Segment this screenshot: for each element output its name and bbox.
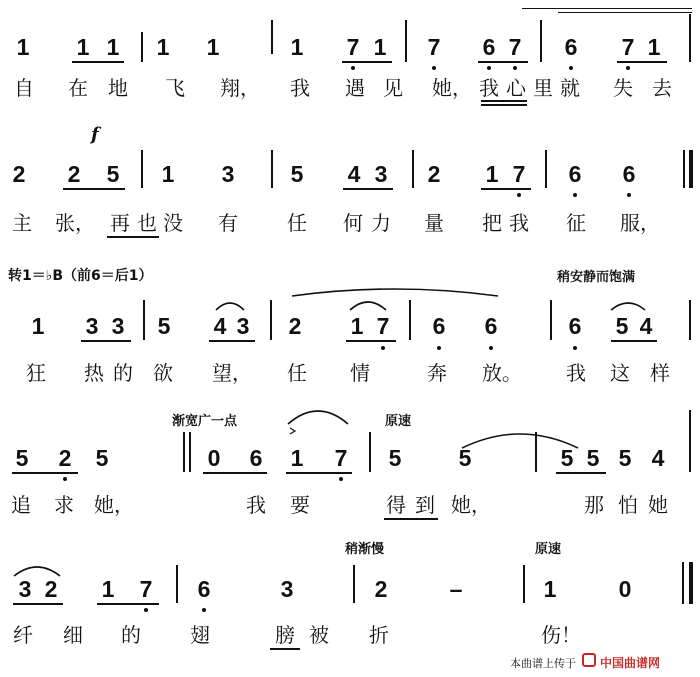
lyric: 心: [506, 76, 526, 100]
low-octave-dot: [63, 477, 67, 481]
lyric: 欲: [153, 361, 173, 385]
note: 1: [290, 34, 304, 60]
lyric: 翔，: [220, 76, 260, 100]
low-octave-dot: [202, 608, 206, 612]
low-octave-dot: [144, 608, 148, 612]
beam: [346, 340, 396, 342]
beam: [556, 472, 606, 474]
barline: [143, 300, 145, 340]
note: 5: [290, 161, 304, 187]
lyric: 膀: [275, 623, 295, 647]
lyric: 要: [290, 493, 310, 517]
note: 1: [31, 313, 45, 339]
note: 3: [236, 313, 250, 339]
lyric: 主: [12, 211, 32, 235]
lyric: 在: [68, 76, 88, 100]
note: 1: [16, 34, 30, 60]
note: 3: [18, 576, 32, 602]
low-octave-dot: [569, 66, 573, 70]
lyric: 力: [371, 211, 391, 235]
note: 7: [376, 313, 390, 339]
low-octave-dot: [517, 193, 521, 197]
note: 5: [106, 161, 120, 187]
lyric: 自: [14, 76, 34, 100]
barline: [183, 432, 185, 472]
note: 5: [458, 445, 472, 471]
lyric: 她，: [451, 493, 491, 517]
barline: [353, 565, 355, 603]
note: 6: [197, 576, 211, 602]
barline: [523, 565, 525, 603]
beam: [72, 61, 124, 63]
lyric: 细: [63, 623, 83, 647]
top-rule: [522, 8, 692, 9]
beam: [481, 188, 531, 190]
lyric: 那: [584, 493, 604, 517]
lyric: 狂: [26, 361, 46, 385]
note: 5: [15, 445, 29, 471]
lyric: 我: [479, 76, 499, 100]
note: 7: [334, 445, 348, 471]
barline: [412, 150, 414, 188]
dynamic-forte: f: [91, 124, 99, 145]
lyric-underline: [481, 104, 527, 106]
note: 6: [249, 445, 263, 471]
note: 2: [374, 576, 388, 602]
note: 7: [621, 34, 635, 60]
lyric: 去: [652, 76, 672, 100]
lyric: 纤: [13, 623, 33, 647]
note: 1: [647, 34, 661, 60]
lyric: 样: [650, 361, 670, 385]
note: 0: [618, 576, 632, 602]
note: 1: [350, 313, 364, 339]
note: 5: [618, 445, 632, 471]
barline: [689, 14, 691, 62]
barline: [409, 300, 411, 340]
lyric: 翅: [190, 623, 210, 647]
note: 3: [280, 576, 294, 602]
lyric: 望，: [212, 361, 252, 385]
low-octave-dot: [573, 346, 577, 350]
barline: [176, 565, 178, 603]
lyric: 见: [383, 76, 403, 100]
low-octave-dot: [626, 66, 630, 70]
note: 7: [508, 34, 522, 60]
lyric: 也: [137, 211, 157, 235]
expression-annotation: 渐宽广一点: [172, 414, 238, 429]
key-change-annotation: 转1＝♭B（前6＝后1）: [8, 268, 153, 284]
lyric: 我: [290, 76, 310, 100]
beam: [478, 61, 528, 63]
beam: [342, 61, 392, 63]
note: 7: [512, 161, 526, 187]
low-octave-dot: [339, 477, 343, 481]
note: 1: [101, 576, 115, 602]
lyric: 任: [287, 361, 307, 385]
lyric: 任: [287, 211, 307, 235]
lyric: 地: [108, 76, 128, 100]
note: 3: [85, 313, 99, 339]
note: 7: [346, 34, 360, 60]
note: 6: [568, 313, 582, 339]
beam: [203, 472, 267, 474]
top-rule: [558, 12, 692, 13]
note: 2: [67, 161, 81, 187]
site-logo-icon: [582, 653, 596, 667]
note: 0: [207, 445, 221, 471]
note: –: [449, 576, 463, 602]
low-octave-dot: [437, 346, 441, 350]
lyric-underline: [107, 236, 159, 238]
lyric: 里: [533, 76, 553, 100]
barline: [540, 20, 542, 62]
note: 6: [622, 161, 636, 187]
note: 2: [427, 161, 441, 187]
lyric: 的: [121, 623, 141, 647]
note: 6: [432, 313, 446, 339]
barline: [270, 300, 272, 340]
lyric: 追: [11, 493, 31, 517]
lyric: 有: [218, 211, 238, 235]
beam: [286, 472, 352, 474]
lyric: 这: [610, 361, 630, 385]
beam: [81, 340, 131, 342]
note: 5: [157, 313, 171, 339]
note: 5: [615, 313, 629, 339]
beam: [13, 603, 63, 605]
barline: [369, 432, 371, 472]
tempo-annotation: 稍渐慢: [345, 542, 385, 557]
note: 4: [347, 161, 361, 187]
low-octave-dot: [381, 346, 385, 350]
barline: [141, 32, 143, 62]
beam: [209, 340, 255, 342]
note: 5: [560, 445, 574, 471]
lyric: 她，: [94, 493, 134, 517]
barline: [682, 562, 684, 604]
note: 6: [484, 313, 498, 339]
note: 7: [427, 34, 441, 60]
barline: [189, 432, 191, 472]
low-octave-dot: [432, 66, 436, 70]
lyric: 得: [386, 493, 406, 517]
lyric: 征: [566, 211, 586, 235]
beam: [12, 472, 78, 474]
beam: [343, 188, 393, 190]
lyric: 我: [246, 493, 266, 517]
lyric: 飞: [165, 76, 185, 100]
note: 4: [639, 313, 653, 339]
barline: [689, 410, 691, 472]
beam: [97, 603, 159, 605]
note: 2: [12, 161, 26, 187]
note: 1: [76, 34, 90, 60]
lyric: 被: [309, 623, 329, 647]
note: 1: [206, 34, 220, 60]
lyric: 热: [84, 361, 104, 385]
low-octave-dot: [573, 193, 577, 197]
lyric: 情: [350, 361, 370, 385]
note: 2: [288, 313, 302, 339]
tempo-annotation: 原速: [535, 542, 562, 557]
note: 4: [651, 445, 665, 471]
lyric: 失: [613, 76, 633, 100]
note: 1: [543, 576, 557, 602]
barline-thick: [689, 150, 693, 188]
barline: [271, 20, 273, 54]
lyric: 张，: [55, 211, 95, 235]
lyric: 她，: [432, 76, 472, 100]
note: 1: [156, 34, 170, 60]
upload-note: 本曲谱上传于: [510, 657, 576, 670]
lyric: 放。: [482, 361, 522, 385]
note: 1: [161, 161, 175, 187]
barline: [683, 150, 685, 188]
note: 3: [221, 161, 235, 187]
note: 1: [106, 34, 120, 60]
lyric: 再: [110, 211, 130, 235]
barline: [545, 150, 547, 188]
lyric: 就: [560, 76, 580, 100]
note: 1: [290, 445, 304, 471]
barline: [271, 150, 273, 188]
lyric: 奔: [427, 361, 447, 385]
low-octave-dot: [351, 66, 355, 70]
note: 5: [586, 445, 600, 471]
lyric: 服，: [620, 211, 660, 235]
barline: [689, 300, 691, 340]
lyric: 量: [424, 211, 444, 235]
note: 6: [564, 34, 578, 60]
note: 6: [568, 161, 582, 187]
expression-annotation: 稍安静而饱满: [557, 270, 636, 285]
barline: [141, 150, 143, 188]
beam: [63, 188, 125, 190]
low-octave-dot: [487, 66, 491, 70]
note: 3: [374, 161, 388, 187]
note: 5: [95, 445, 109, 471]
lyric: 把: [482, 211, 502, 235]
lyric-underline: [384, 518, 438, 520]
barline: [550, 300, 552, 340]
lyric: 遇: [345, 76, 365, 100]
lyric: 我: [566, 361, 586, 385]
lyric: 到: [415, 493, 435, 517]
lyric: 怕: [618, 493, 638, 517]
lyric: 我: [509, 211, 529, 235]
low-octave-dot: [513, 66, 517, 70]
lyric: 折: [369, 623, 389, 647]
note: 2: [58, 445, 72, 471]
note: 2: [44, 576, 58, 602]
barline: [535, 432, 537, 472]
lyric: 她: [648, 493, 668, 517]
lyric: 求: [54, 493, 74, 517]
tempo-annotation: 原速: [385, 414, 412, 429]
beam: [617, 61, 667, 63]
low-octave-dot: [627, 193, 631, 197]
low-octave-dot: [489, 346, 493, 350]
site-logo-text[interactable]: 中国曲谱网: [600, 656, 661, 670]
lyric-underline: [481, 100, 527, 102]
note: 3: [111, 313, 125, 339]
note: 7: [139, 576, 153, 602]
note: 4: [213, 313, 227, 339]
lyric: 没: [163, 211, 183, 235]
barline-thick: [689, 562, 693, 604]
beam: [611, 340, 657, 342]
lyric-underline: [270, 648, 300, 650]
lyric: 伤！: [541, 623, 581, 647]
lyric: 的: [113, 361, 133, 385]
note: 1: [485, 161, 499, 187]
barline: [405, 20, 407, 62]
lyric: 何: [343, 211, 363, 235]
note: 5: [388, 445, 402, 471]
note: 1: [373, 34, 387, 60]
note: 6: [482, 34, 496, 60]
